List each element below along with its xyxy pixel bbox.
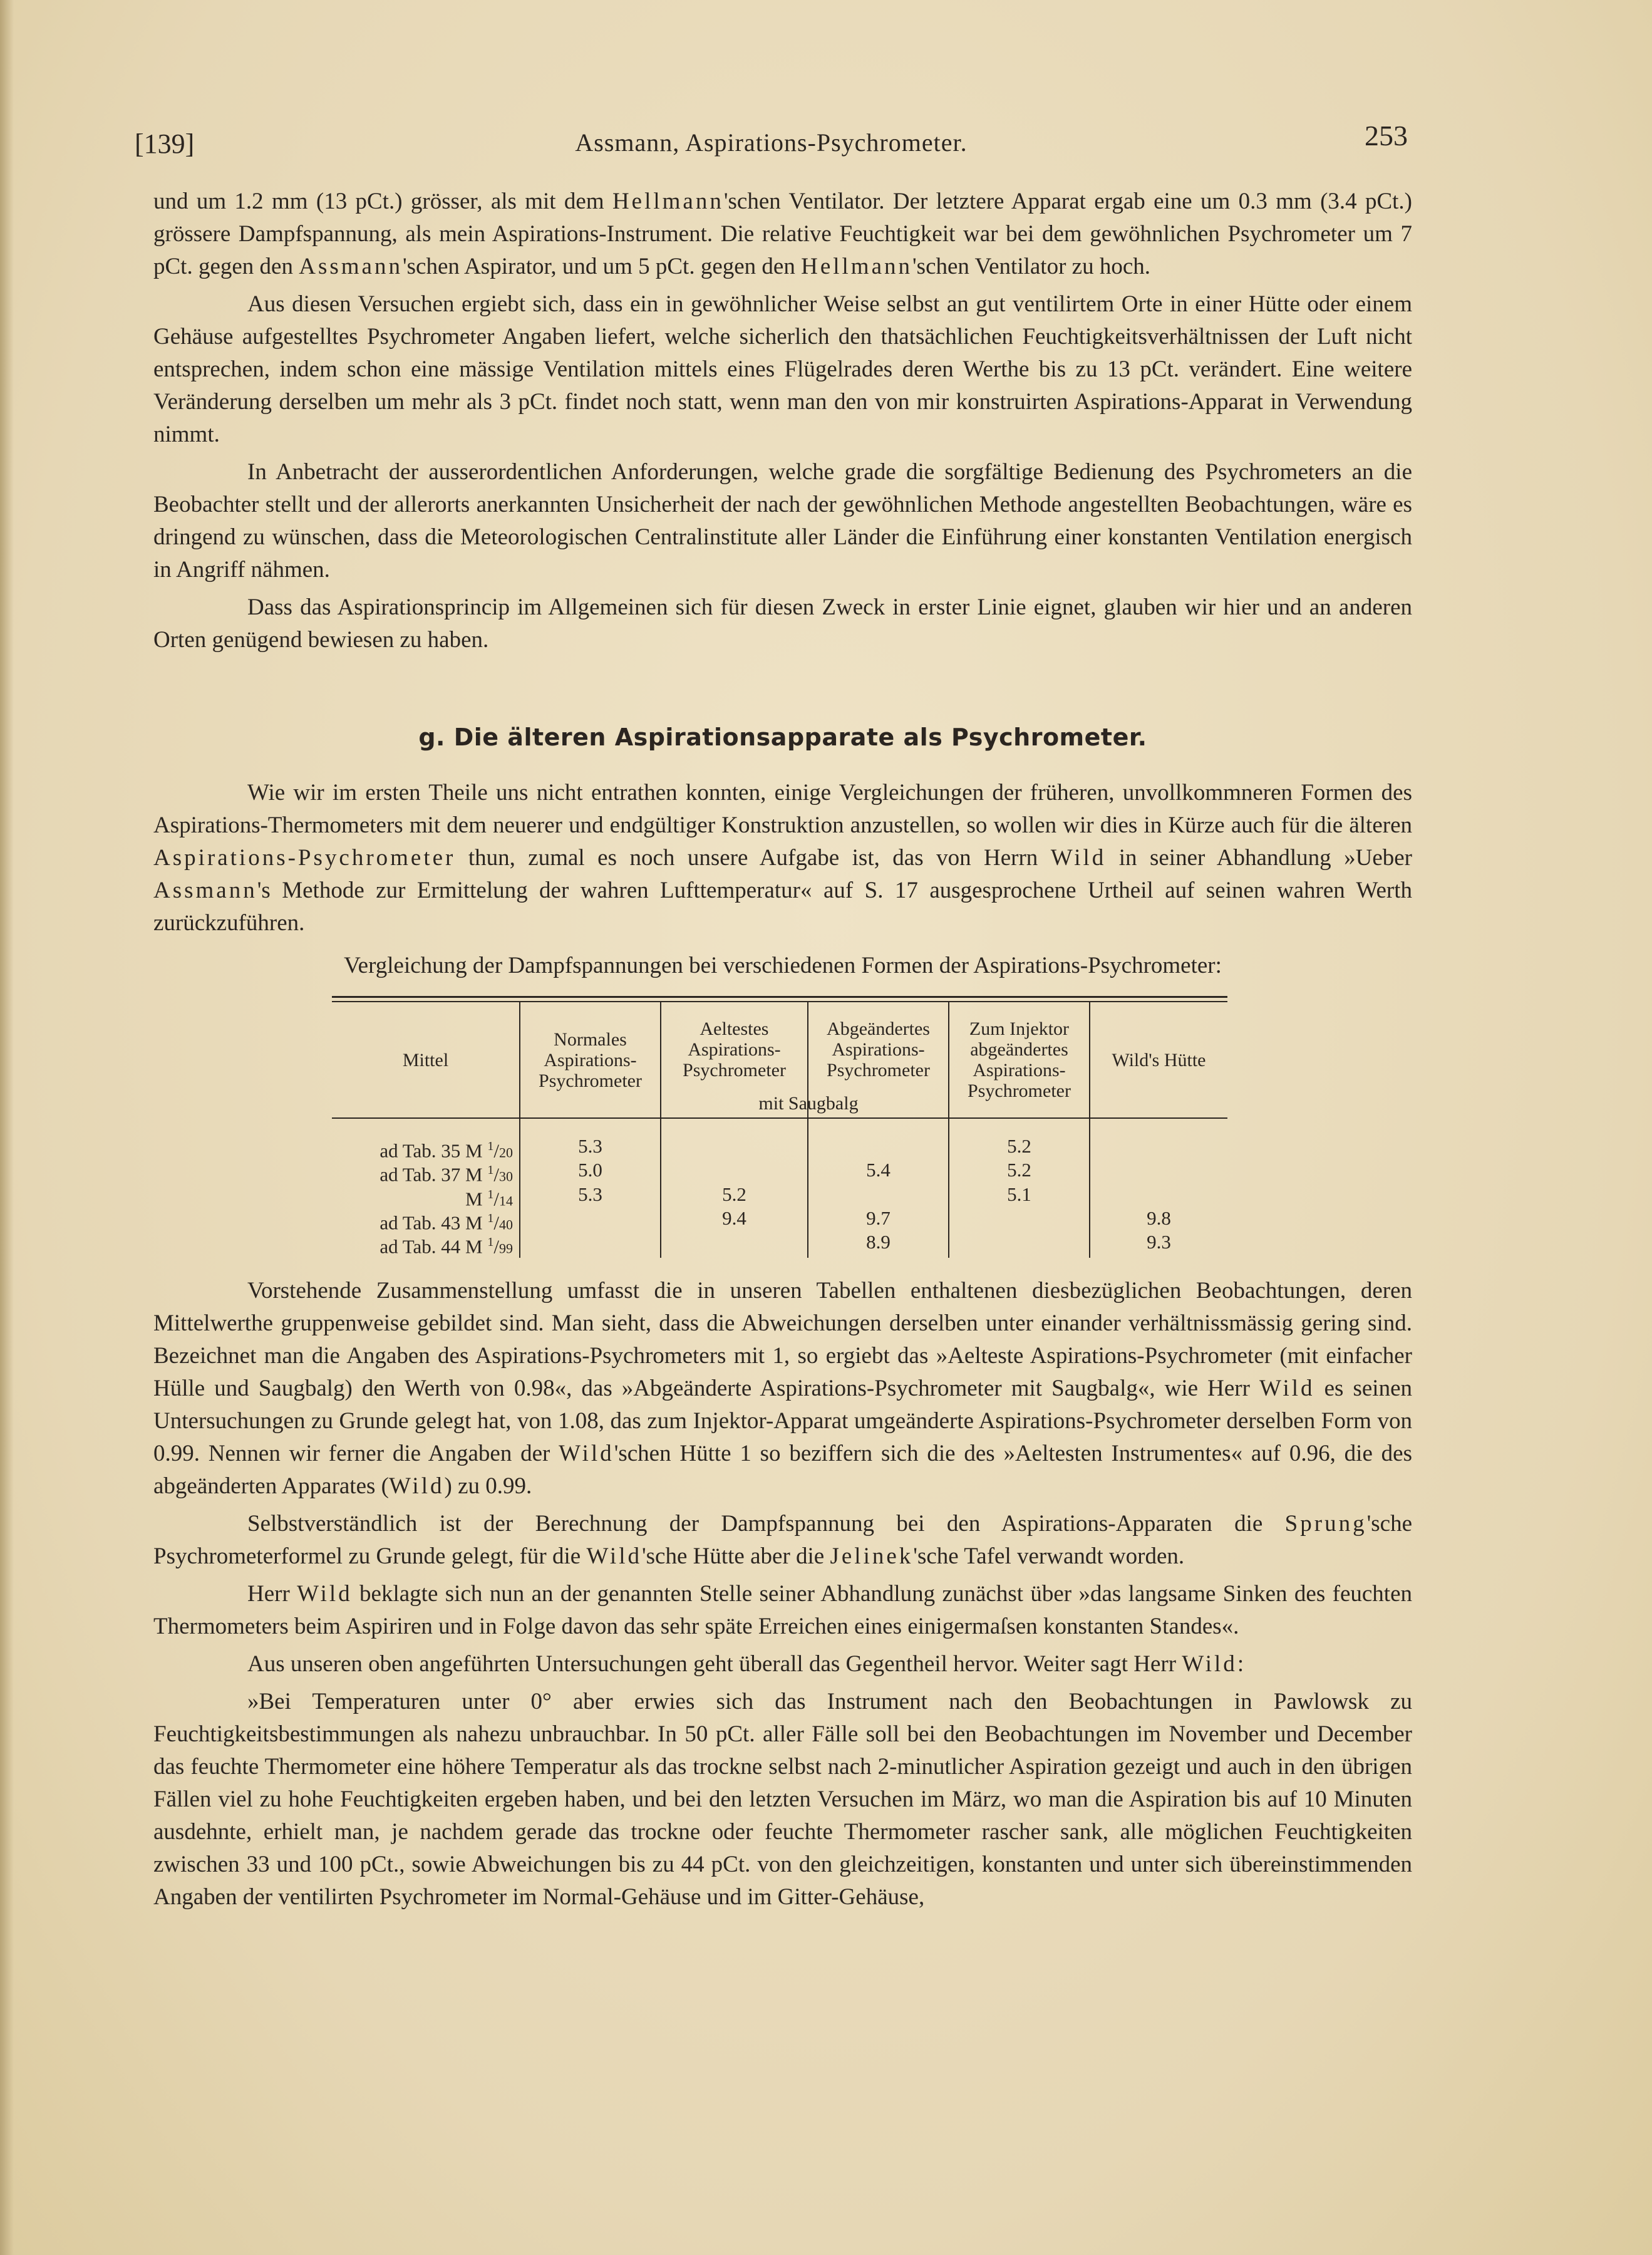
- cell: 5.3: [520, 1186, 661, 1210]
- cell: 9.3: [1147, 1231, 1171, 1253]
- cell: 5.2: [949, 1161, 1090, 1185]
- paragraph: Wie wir im ersten Theile uns nicht entrathen konnten, einige Vergleichungen der früheren, unvollkommneren Formen des Aspirations-Thermometers mit dem neuerer und endgültiger Konstruktion anzustellen, so wollen wir dies in Kürze auch für die älteren Aspirations-Psychrometer thun, zumal es noch unsere Aufgabe ist, das von Herrn Wild in seiner Abhandlung »Ueber Assmann's Methode zur Ermittelung der wahren Lufttemperatur« auf S. 17 ausgesprochene Urtheil auf seinen wahren Werth zurückzuführen.: [153, 780, 1412, 936]
- page-bracket-number: [139]: [135, 128, 195, 159]
- page-edge-shadow: [0, 0, 14, 2255]
- header-aeltestes: Aeltestes Aspirations- Psychrometer mit Saugbalg: [661, 1002, 808, 1118]
- header-abgeaendertes: Abgeändertes Aspirations- Psychrometer: [808, 1002, 949, 1118]
- table-caption: Vergleichung der Dampfspannungen bei verschiedenen Formen der Aspirations-Psychrometer:: [344, 953, 1222, 978]
- table-row: [332, 1161, 1227, 1185]
- running-title: Assmann, Aspirations-Psychrometer.: [575, 128, 968, 157]
- paragraph: »Bei Temperaturen unter 0° aber erwies sich das Instrument nach den Beobachtungen in Pawlowsk zu Feuchtigkeitsbestimmungen als nahezu unbrauchbar. In 50 pCt. aller Fälle soll bei den Beobachtungen im November und December das feuchte Thermometer eine höhere Temperatur als das trockne selbst nach 2-minutlicher Aspiration gezeigt und auch in den übrigen Fällen viel zu hohe Feuchtigkeiten ergeben haben, und bei den letzten Versuchen im März, wo man die Aspiration bis auf 10 Minuten ausdehnte, erhielt man, je nachdem gerade das trockne oder feuchte Thermometer rascher sank, alle möglichen Feuchtigkeiten zwischen 33 und 100 pCt., sowie Abweichungen bis zu 44 pCt. von den gleichzeitigen, konstanten und unter sich übereinstimmenden Angaben der ventilirten Psychrometer im Normal-Gehäuse und im Gitter-Gehäuse,: [153, 1689, 1412, 1910]
- cell: [520, 1233, 661, 1257]
- row-label: M $^1$/14: [332, 1186, 520, 1210]
- cell: 8.9: [808, 1233, 949, 1257]
- cell: [661, 1138, 808, 1161]
- paragraph: Aus diesen Versuchen ergiebt sich, dass ein in gewöhnlicher Weise selbst an gut ventilirtem Orte in einer Hütte oder einem Gehäuse aufgestelltes Psychrometer Angaben liefert, welche sicherlich den thatsächlichen Feuchtigkeitsverhältnissen der Luft nicht entsprechen, indem schon eine mässige Ventilation mittels eines Flügelrades deren Werthe bis zu 13 pCt. verändert. Eine weitere Veränderung derselben um mehr als 3 pCt. findet noch statt, wenn man den von mir konstruirten Aspirations-Apparat in Verwendung nimmt.: [153, 291, 1412, 447]
- cell: 5.0: [520, 1161, 661, 1185]
- cell: [661, 1161, 808, 1185]
- table-row: [332, 1138, 1227, 1161]
- row-label: ad Tab. 43 M $^1$/40: [332, 1210, 520, 1233]
- row-label: ad Tab. 37 M $^1$/30: [332, 1161, 520, 1185]
- table-row: [332, 1186, 1227, 1210]
- cell: 5.4: [808, 1161, 949, 1185]
- cell: 9.8: [1147, 1206, 1171, 1229]
- paragraph: In Anbetracht der ausserordentlichen Anforderungen, welche grade die sorgfältige Bedienung des Psychrometers an die Beobachter stellt und der allerorts anerkannten Unsicherheit der nach der gewöhnlichen Methode angestellten Beobachtungen, wäre es dringend zu wünschen, dass die Meteorologischen Centralinstitute aller Länder die Einführung einer konstanten Ventilation energisch in Angriff nähmen.: [153, 459, 1412, 583]
- running-head: [135, 119, 1408, 169]
- header-wild: Wild's Hütte: [1112, 1049, 1206, 1070]
- paragraph: und um 1.2 mm (13 pCt.) grösser, als mit dem Hellmann'schen Ventilator. Der letztere Apparat ergab eine um 0.3 mm (3.4 pCt.) grössere Dampfspannung, als mein Aspirations-Instrument. Die relative Feuchtigkeit war bei dem gewöhnlichen Psychrometer um 7 pCt. gegen den Assmann'schen Aspirator, und um 5 pCt. gegen den Hellmann'schen Ventilator zu hoch.: [153, 189, 1412, 279]
- cell: 5.3: [520, 1138, 661, 1161]
- cell: [520, 1210, 661, 1233]
- table-row: [332, 1233, 1227, 1257]
- paragraph: Dass das Aspirationsprincip im Allgemeinen sich für diesen Zweck in erster Linie eignet, glauben wir hier und an anderen Orten genügend bewiesen zu haben.: [153, 594, 1412, 653]
- cell: [808, 1138, 949, 1161]
- cell: [1090, 1161, 1227, 1185]
- cell: 9.7: [808, 1210, 949, 1233]
- header-normales: Normales Aspirations- Psychrometer: [520, 1002, 661, 1118]
- cell: [808, 1186, 949, 1210]
- table-row: [332, 1210, 1227, 1233]
- cell: 5.1: [949, 1186, 1090, 1210]
- cell: 5.2: [661, 1186, 808, 1210]
- cell: [1090, 1138, 1227, 1161]
- header-mit-saugbalg: mit Saugbalg: [758, 1093, 859, 1114]
- section-heading: g. Die älteren Aspirationsapparate als Psychrometer.: [418, 723, 1147, 751]
- cell: [949, 1210, 1090, 1233]
- page-number: 253: [1365, 120, 1408, 152]
- cell: 5.2: [949, 1138, 1090, 1161]
- cell: [1090, 1186, 1227, 1210]
- cell: 9.4: [661, 1210, 808, 1233]
- table-top-rule: [332, 996, 1227, 1002]
- row-label: ad Tab. 35 M $^1$/20: [332, 1138, 520, 1161]
- cell: [661, 1233, 808, 1257]
- row-label: ad Tab. 44 M $^1$/99: [332, 1233, 520, 1257]
- header-injektor: Zum Injektor abgeändertes Aspirations- Psychrometer: [949, 1002, 1090, 1118]
- section-1-text: [153, 185, 1412, 661]
- paragraph: Vorstehende Zusammenstellung umfasst die in unseren Tabellen enthaltenen diesbezüglichen Beobachtungen, deren Mittelwerthe gruppenweise gebildet sind. Man sieht, dass die Abweichungen derselben unter einander verhältnissmässig gering sind. Bezeichnet man die Angaben des Aspirations-Psychrometers mit 1, so ergiebt das »Aelteste Aspirations-Psychrometer (mit einfacher Hülle und Saugbalg) den Werth von 0.98«, das »Abgeänderte Aspirations-Psychrometer mit Saugbalg«, wie Herr Wild es seinen Untersuchungen zu Grunde gelegt hat, von 1.08, das zum Injektor-Apparat umgeänderte Aspirations-Psychrometer derselben Form von 0.99. Nennen wir ferner die Angaben der Wild'schen Hütte 1 so beziffern sich die des »Aeltesten Instrumentes« auf 0.96, die des abgeänderten Apparates (Wild) zu 0.99.: [153, 1278, 1412, 1499]
- paragraph: Herr Wild beklagte sich nun an der genannten Stelle seiner Abhandlung zunächst über »das langsame Sinken des feuchten Thermometers beim Aspiriren und in Folge davon das sehr späte Erreichen eines einigermaſsen konstanten Standes«.: [153, 1581, 1412, 1639]
- section-3-text: [153, 1275, 1412, 1919]
- paragraph: Selbstverständlich ist der Berechnung der Dampfspannung bei den Aspirations-Apparaten die Sprung'sche Psychrometerformel zu Grunde gelegt, für die Wild'sche Hütte aber die Jelinek'sche Tafel verwandt worden.: [153, 1511, 1412, 1569]
- cell: [949, 1233, 1090, 1257]
- comparison-table: [332, 996, 1227, 1258]
- header-mittel: Mittel: [332, 1002, 520, 1118]
- paragraph: Aus unseren oben angeführten Untersuchungen geht überall das Gegentheil hervor. Weiter sagt Herr Wild:: [247, 1651, 1244, 1677]
- section-2-text: [153, 777, 1412, 945]
